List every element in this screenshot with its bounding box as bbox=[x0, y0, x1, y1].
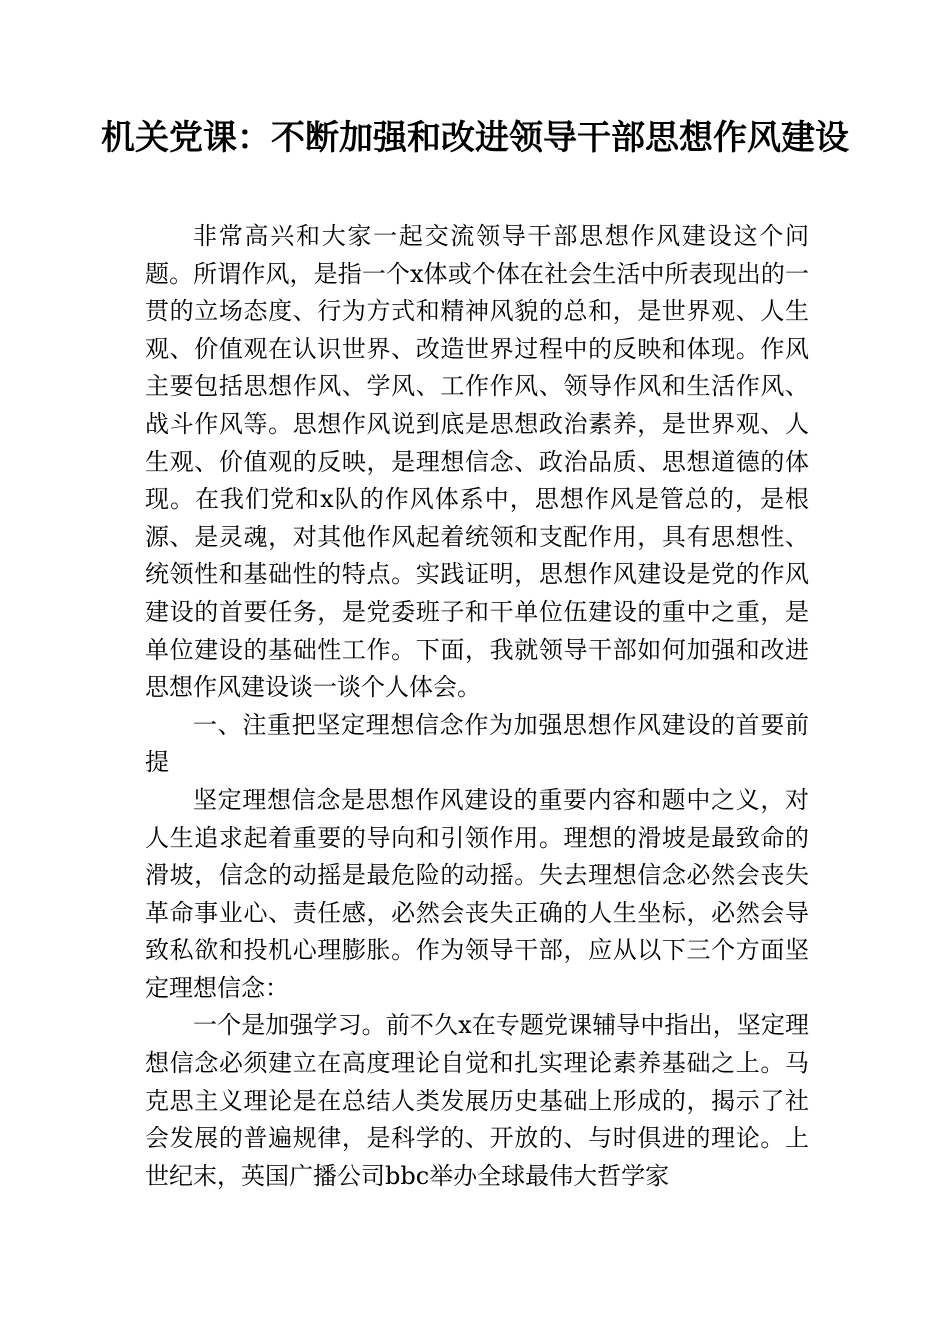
document-title: 机关党课：不断加强和改进领导干部思想作风建设 bbox=[101, 118, 849, 158]
section-heading-1: 一、注重把坚定理想信念作为加强思想作风建设的首要前提 bbox=[145, 710, 809, 777]
paragraph-intro: 非常高兴和大家一起交流领导干部思想作风建设这个问题。所谓作风，是指一个x体或个体在社会生活中所表现出的一贯的立场态度、行为方式和精神风貌的总和，是世界观、人生观、价值观在认识世界、改造世界过程中的反映和体现。作风主要包括思想作风、学风、工作作风、领导作风和生活作风、战斗作风等。思想作风说到底是思想政治素养，是世界观、人生观、价值观的反映，是理想信念、政治品质、思想道德的体现。在我们党和x队的作风体系中，思想作风是管总的，是根源、是灵魂，对其他作风起着统领和支配作用，具有思想性、统领性和基础性的特点。实践证明，思想作风建设是党的作风建设的首要任务，是党委班子和干单位伍建设的重中之重，是单位建设的基础性工作。下面，我就领导干部如何加强和改进思想作风建设谈一谈个人体会。 bbox=[145, 222, 809, 702]
paragraph-study: 一个是加强学习。前不久x在专题党课辅导中指出，坚定理想信念必须建立在高度理论自觉和扎实理论素养基础之上。马克思主义理论是在总结人类发展历史基础上形成的，揭示了社会发展的普遍规律，是科学的、开放的、与时俱进的理论。上世纪末，英国广播公司bbc举办全球最伟大哲学家 bbox=[145, 1011, 809, 1190]
document-body bbox=[145, 218, 809, 1195]
paragraph-ideals: 坚定理想信念是思想作风建设的重要内容和题中之义，对人生追求起着重要的导向和引领作用。理想的滑坡是最致命的滑坡，信念的动摇是最危险的动摇。失去理想信念必然会丧失革命事业心、责任感，必然会丧失正确的人生坐标，必然会导致私欲和投机心理膨胀。作为领导干部，应从以下三个方面坚定理想信念： bbox=[145, 785, 809, 1002]
